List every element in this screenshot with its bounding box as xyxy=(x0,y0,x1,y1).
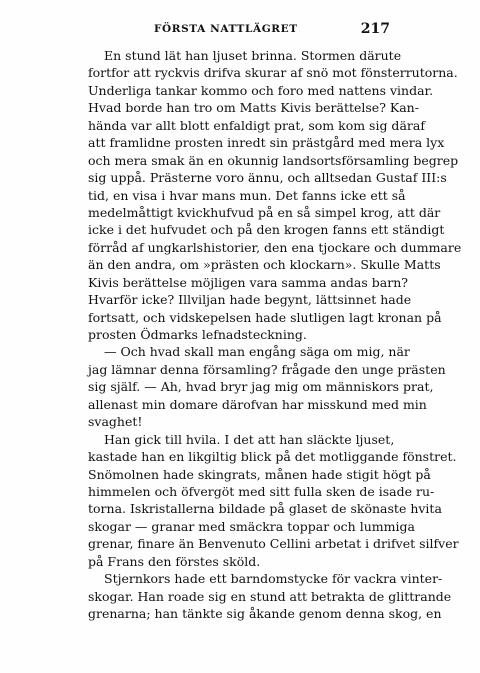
text-line: Snömolnen hade skingrats, månen hade stigit högt på xyxy=(88,466,431,482)
text-line: Kivis berättelse möjligen vara samma andas barn? xyxy=(88,274,408,290)
running-head: FÖRSTA NATTLÄGRET xyxy=(154,23,298,35)
text-line: grenar, finare än Benvenuto Cellini arbetat i drifvet silfver xyxy=(88,536,459,552)
text-line: hända var allt blott enfaldigt prat, som kom sig däraf xyxy=(88,117,425,133)
text-line: Hvad borde han tro om Matts Kivis berättelse? Kan- xyxy=(88,100,419,116)
text-line: jag lämnar denna församling? frågade den unge prästen xyxy=(88,361,446,377)
text-line: Han gick till hvila. I det att han släckte ljuset, xyxy=(104,431,395,447)
text-line: fortsatt, och vidskepelsen hade slutligen lagt kronan på xyxy=(88,309,442,325)
text-line: skogar. Han roade sig en stund att betrakta de glittrande xyxy=(88,588,452,604)
text-line: skogar — granar med smäckra toppar och lummiga xyxy=(88,518,415,534)
text-line: icke i det hufvudet och på den krogen fanns ett ständigt xyxy=(88,222,445,238)
text-line: allenast min domare därofvan har misskund med min xyxy=(88,396,427,412)
text-line: tid, en visa i hvar mans mun. Det fanns icke ett så xyxy=(88,187,406,203)
text-line: Hvarför icke? Illviljan hade begynt, lättsinnet hade xyxy=(88,292,412,308)
text-line: svaghet! xyxy=(88,414,143,430)
text-line: och mera smak än en okunnig landsortsförsamling begrep xyxy=(88,152,459,168)
body-text xyxy=(88,47,462,622)
text-line: prosten Ödmarks lefnadsteckning. xyxy=(88,327,307,342)
text-line: Stjernkors hade ett barndomstycke för vackra vinter- xyxy=(104,571,443,587)
text-line: sig uppå. Prästerne voro ännu, och alltsedan Gustaf III:s xyxy=(88,170,447,186)
text-line: sig själf. — Ah, hvad bryr jag mig om människors prat, xyxy=(88,379,434,395)
text-line: — Och hvad skall man engång säga om mig, när xyxy=(104,344,410,360)
text-line: torna. Iskristallerna bildade på glaset de skönaste hvita xyxy=(88,501,442,517)
text-line: En stund lät han ljuset brinna. Stormen därute xyxy=(104,48,402,63)
text-line: grenarna; han tänkte sig åkande genom denna skog, en xyxy=(88,606,442,621)
text-line: medelmåttigt kvickhufvud på en så simpel krog, att där xyxy=(88,204,441,220)
page-header xyxy=(88,22,390,40)
text-line: himmelen och öfvergöt med sitt fulla sken de isade ru- xyxy=(88,483,435,499)
page-number: 217 xyxy=(360,21,390,37)
text-line: på Frans den förstes sköld. xyxy=(88,553,261,569)
text-line: kastade han en likgiltig blick på det motliggande fönstret. xyxy=(88,449,457,465)
text-line: fortfor att ryckvis drifva skurar af snö mot fönsterrutorna. xyxy=(88,65,458,81)
text-line: förråd af ungkarlshistorier, den ena tjockare och dummare xyxy=(88,239,462,255)
text-line: att framlidne prosten inredt sin prästgård med mera lyx xyxy=(88,135,445,151)
text-line: än den andra, om »prästen och klockarn». Skulle Matts xyxy=(88,257,441,273)
text-line: Underliga tankar kommo och foro med nattens vindar. xyxy=(88,82,434,98)
